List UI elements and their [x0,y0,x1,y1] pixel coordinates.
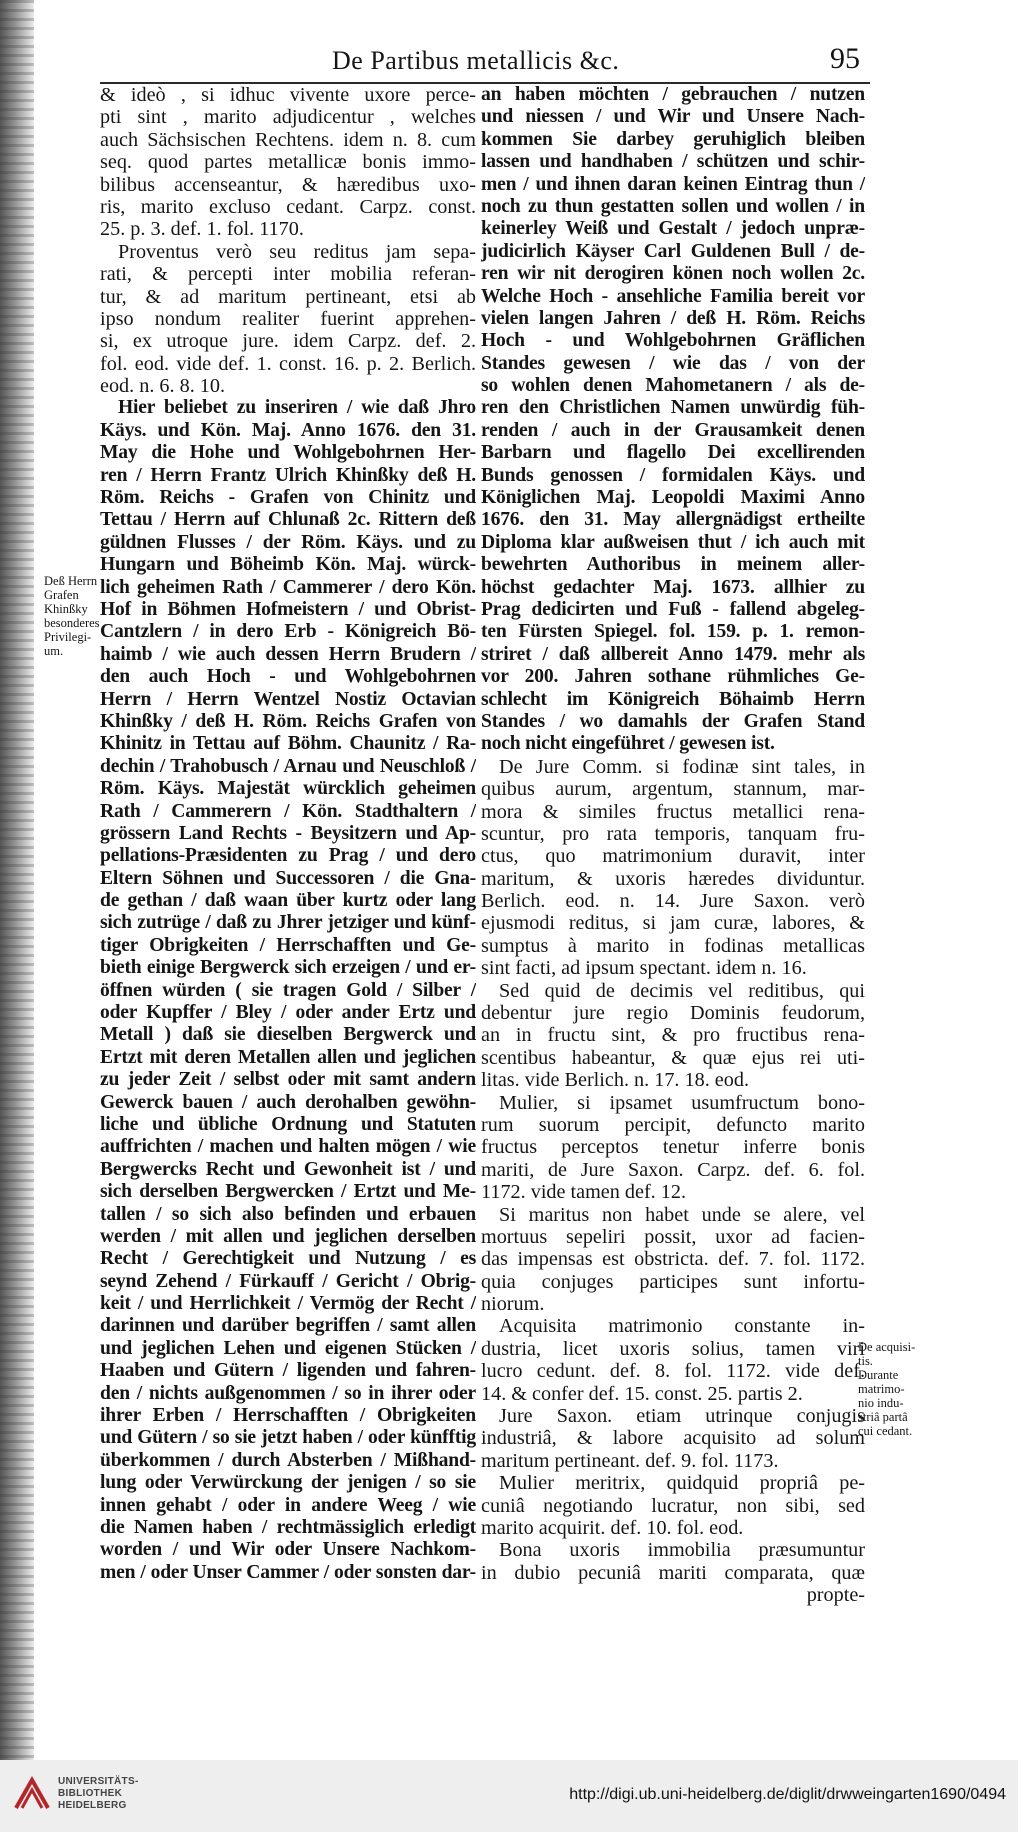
text-line: Ertzt mit deren Metallen allen und jeglichen [100,1046,476,1068]
margin-note-line: Deß Herrn [44,574,98,588]
text-line: quibus aurum, argentum, stannum, mar- [481,778,865,801]
text-line: seynd Zehend / Fürkauff / Gericht / Obrig- [100,1270,476,1292]
text-line: mortuus sepeliri possit, uxor ad facien- [481,1225,865,1248]
text-line: Barbarn und flagello Dei excellirenden [481,442,865,464]
text-line: Sed quid de decimis vel reditibus, qui [499,979,865,1002]
text-line: und Gütern / so sie jetzt haben / oder künfftig [100,1427,476,1449]
text-line: fol. eod. vide def. 1. const. 16. p. 2. Berlich. [100,352,476,375]
margin-note-line: De acquisi- [858,1340,916,1354]
text-line: quia conjuges participes sunt infortu- [481,1270,865,1293]
margin-note-line: Khinßky [44,602,88,616]
text-line: höchst gedachter Maj. 1673. allhier zu [481,576,865,598]
text-line: Mulier, si ipsamet usumfructum bono- [499,1091,865,1114]
text-line: Bergwercks Recht und Gewonheit ist / und [100,1158,476,1180]
text-line: innen gehabt / oder in andere Weeg / wie [100,1494,476,1516]
text-line: Si maritus non habet unde se alere, vel [499,1203,865,1226]
text-line: tur, & ad maritum pertineant, etsi ab [100,285,476,308]
text-line: noch nicht eingeführet / gewesen ist. [481,733,775,755]
text-line: 14. & confer def. 15. const. 25. partis 2. [481,1382,803,1405]
text-line: & ideò , si idhuc vivente uxore perce- [100,84,476,106]
text-line: dechin / Trahobusch / Arnau und Neuschloß / [100,755,476,777]
text-line: renden / auch in der Grausamkeit denen [481,419,865,441]
text-line: mora & similes fructus metallici rena- [481,800,865,823]
margin-note-line: um. [44,644,64,658]
margin-note-line: Privilegi- [44,630,92,644]
text-line: Khinitz in Tettau auf Böhm. Chaunitz / Ra- [100,733,476,755]
margin-note-line: tis. [858,1354,873,1368]
margin-note-line: cui cedant. [858,1424,913,1438]
text-line: men / oder Unser Cammer / oder sonsten dar- [100,1561,476,1583]
text-line: Acquisita matrimonio constante in- [499,1315,865,1338]
text-line: Hungarn und Böheimb Kön. Maj. würck- [100,554,476,576]
text-line: vielen langen Jahren / deß H. Röm. Reichs [481,307,865,329]
permalink-url[interactable]: http://digi.ub.uni-heidelberg.de/diglit/drwweingarten1690/0494 [569,1786,1006,1803]
text-line: tallen / so sich also befinden und erbauen [100,1203,476,1225]
text-line: Herrn / Herrn Wentzel Nostiz Octavian [100,688,476,710]
text-line: ctus, quo matrimonium duravit, inter [481,845,865,868]
text-line: dustria, licet uxoris solius, tamen viri [481,1337,865,1360]
margin-note-line: nio indu- [858,1396,904,1410]
text-line: bieth einige Bergwerck sich erzeigen / und er- [100,957,476,979]
text-line: Standes gewesen / wie das / von der [481,352,865,374]
text-line: vor 200. Jahren sothane rühmliches Ge- [481,666,865,688]
text-line: Berlich. eod. n. 14. Jure Saxon. verò [481,890,865,913]
text-line: de gethan / daß waan über kurtz oder lang [100,890,476,912]
text-line: Gewerck bauen / auch derohalben gewöhn- [100,1091,476,1113]
text-line: lucro cedunt. def. 8. fol. 1172. vide def. [481,1360,865,1383]
library-name [58,1776,139,1812]
text-line: die Namen haben / rechtmässiglich erledigt [100,1517,476,1538]
text-line: 1172. vide tamen def. 12. [481,1181,686,1204]
university-library-logo-icon [12,1774,52,1814]
text-line: ihrer Erben / Herrschafften / Obrigkeiten [100,1405,476,1427]
text-line: Röm. Reichs - Grafen von Chinitz und [100,487,476,509]
text-line: ren den Christlichen Namen unwürdig füh- [481,397,865,419]
text-line: eod. n. 6. 8. 10. [100,375,226,398]
text-line: Röm. Käys. Majestät würcklich geheimen [100,778,476,800]
text-line: ipso nondum realiter fuerint apprehen- [100,307,476,330]
margin-note-line: matrimo- [858,1382,905,1396]
text-line: zu jeder Zeit / selbst oder mit samt andern [100,1069,476,1091]
text-line: und jeglichen Lehen und eigenen Stücken / [100,1337,476,1359]
text-line: De Jure Comm. si fodinæ sint tales, in [499,755,865,778]
text-line: Jure Saxon. etiam utrinque conjugis [499,1405,865,1428]
text-line: Prag dedicirten und Fuß - fallend abgeleg- [481,598,865,620]
text-line: striret / daß allbereit Anno 1479. mehr als [481,643,865,665]
text-line: Hoch - und Wohlgebohrnen Gräflichen [481,330,865,352]
text-line: pellations-Præsidenten zu Prag / und dero [100,845,476,867]
viewer-footer [0,1760,1018,1832]
text-line: ren / Herrn Frantz Ulrich Khinßky deß H. [100,464,476,486]
text-line: Recht / Gerechtigkeit und Nutzung / es [100,1248,476,1270]
text-line: maritum, & uxoris hæredes dividuntur. [481,867,865,890]
margin-note-line: striâ partâ [858,1410,908,1424]
text-line: sint facti, ad ipsum spectant. idem n. 16. [481,957,807,980]
text-line: sumptus à marito in fodinas metallicas [481,934,865,957]
text-line: auch Sächsischen Rechtens. idem n. 8. cum [100,128,476,151]
text-line: May die Hohe und Wohlgebohrnen Her- [100,442,476,464]
margin-note-right [858,1340,1018,1438]
library-name-line: HEIDELBERG [58,1800,127,1811]
text-line: fructus perceptos tenetur inferre bonis [481,1136,865,1159]
text-line: darinnen und darüber begriffen / samt allen [100,1315,476,1337]
text-line: an haben möchten / gebrauchen / nutzen [481,84,865,105]
text-line: werden / mit allen und jeglichen derselben [100,1225,476,1247]
text-line: und niessen / und Wir und Unsere Nach- [481,106,865,128]
text-line: keinerley Weiß und Gestalt / jedoch unpræ- [481,218,865,240]
text-line: Proventus verò seu reditus jam sepa- [118,240,476,263]
text-line: Welche Hoch - ansehliche Familia bereit vor [481,285,865,307]
margin-note-line: besonderes [44,616,100,630]
text-line: scentibus habeantur, & quæ ejus rei uti- [481,1046,865,1069]
right-text-column [481,84,865,1607]
text-line: ten Fürsten Spiegel. fol. 159. p. 1. remon- [481,621,865,643]
text-line: Rath / Cammerern / Kön. Stadthaltern / [100,800,476,822]
text-line: liche und übliche Ordnung und Statuten [100,1113,476,1135]
text-line: litas. vide Berlich. n. 17. 18. eod. [481,1069,749,1092]
text-line: Tettau / Herrn auf Chlunaß 2c. Rittern deß [100,509,476,531]
text-line: 25. p. 3. def. 1. fol. 1170. [100,218,304,241]
text-line: noch zu thun gestatten sollen und wollen / in [481,195,865,217]
text-line: kommen Sie darbey geruhiglich bleiben [481,128,865,150]
text-line: den / nichts außgenommen / so in ihrer oder [100,1382,476,1404]
text-line: schlecht im Königreich Böhaimb Herrn [481,688,865,710]
text-line: niorum. [481,1293,545,1316]
margin-note-left [44,574,102,658]
text-line: scuntur, pro rata temporis, tanquam fru- [481,822,865,845]
text-line: tiger Obrigkeiten / Herrschafften und Ge- [100,934,476,956]
text-line: oder Kupffer / Bley / oder ander Ertz und [100,1002,476,1024]
text-line: überkommen / durch Absterben / Mißhand- [100,1449,476,1471]
margin-note-line: Grafen [44,588,79,602]
text-line: seq. quod partes metallicæ bonis immo- [100,151,476,174]
text-line: Khinßky / deß H. Röm. Reichs Grafen von [100,710,476,732]
text-line: men / und ihnen daran keinen Eintrag thun / [481,173,865,195]
text-line: Käys. und Kön. Maj. Anno 1676. den 31. [100,419,476,441]
text-line: lassen und handhaben / schützen und schir- [481,151,865,173]
text-line: bewehrten Authoribus in meinem aller- [481,554,865,576]
text-line: haimb / wie auch dessen Herrn Brudern / [100,643,476,665]
text-line: lung oder Verwürckung der jenigen / so sie [100,1472,476,1494]
text-line: Bunds genossen / formidalen Käys. und [481,464,865,486]
text-line: cuniâ negotiando lucratur, non sibi, sed [481,1494,865,1517]
text-line: mariti, de Jure Saxon. Carpz. def. 6. fol. [481,1158,865,1181]
text-line: güldnen Flusses / der Röm. Käys. und zu [100,531,476,553]
text-line: Hof in Böhmen Hofmeistern / und Obrist- [100,598,476,620]
text-line: 1676. den 31. May allergnädigst ertheilte [481,509,865,531]
text-line: rum suorum percipit, defuncto marito [481,1113,865,1136]
text-line: Metall ) daß sie dieselben Bergwerck und [100,1024,476,1046]
page-header [100,34,870,84]
text-line: Königlichen Maj. Leopoldi Maximi Anno [481,487,865,509]
book-binding-edge [0,0,34,1760]
text-line: Mulier meritrix, quidquid propriâ pe- [499,1472,865,1495]
text-line: marito acquirit. def. 10. fol. eod. [481,1517,744,1539]
left-text-column [100,84,476,1584]
text-line: bilibus accenseantur, & hæredibus uxo- [100,173,476,196]
text-line: sich derselben Bergwercken / Ertzt und Me- [100,1181,476,1203]
text-line: pti sint , marito adjudicentur , welches [100,106,476,129]
text-line: ris, marito excluso cedant. Carpz. const. [100,195,476,218]
text-line: si, ex utroque jure. idem Carpz. def. 2. [100,330,476,353]
library-name-line: BIBLIOTHEK [58,1788,123,1799]
text-line: judicirlich Käyser Carl Guldenen Bull / de- [481,240,865,262]
text-line: lich geheimen Rath / Cammerer / dero Kön. [100,576,476,598]
running-title: De Partibus metallicis &c. [332,46,620,75]
text-line: sich zutrüge / daß zu Jhrer jetziger und künf- [100,912,476,934]
text-line: Cantzlern / in dero Erb - Königreich Bö- [100,621,476,643]
text-line: ejusmodi reditus, si jam curæ, labores, & [481,912,865,935]
library-name-line: UNIVERSITÄTS- [58,1776,139,1787]
text-line: Standes / wo damahls der Grafen Stand [481,710,865,732]
page-number: 95 [830,42,860,75]
text-line: so wohlen denen Mahometanern / als de- [481,375,865,397]
text-line: in dubio pecuniâ mariti comparata, quæ [481,1561,865,1584]
text-line: Eltern Söhnen und Successoren / die Gna- [100,867,476,889]
text-line: das impensas est obstricta. def. 7. fol. 1172. [481,1248,865,1271]
text-line: keit / und Herrlichkeit / Vermög der Recht / [100,1293,476,1315]
margin-note-line: Durante [858,1368,899,1382]
text-line: industriâ, & labore acquisito ad solum [481,1427,865,1450]
text-line: öffnen würden ( sie tragen Gold / Silber / [100,979,476,1001]
text-line: maritum pertineant. def. 9. fol. 1173. [481,1449,779,1472]
text-line: Hier beliebet zu inseriren / wie daß Jhro [118,397,476,419]
text-line: an in fructu sint, & pro fructibus rena- [481,1024,865,1047]
text-line: grössern Land Rechts - Beysitzern und Ap- [100,822,476,844]
text-line: propte- [806,1584,865,1607]
text-line: ren wir nit derogiren könen noch wollen 2c. [481,263,865,285]
text-line: rati, & percepti inter mobilia referan- [100,263,476,286]
text-line: den auch Hoch - und Wohlgebohrnen [100,666,476,688]
text-line: Bona uxoris immobilia præsumuntur [499,1539,865,1562]
text-line: auffrichten / machen und halten mögen / wie [100,1136,476,1158]
text-line: Haaben und Gütern / ligenden und fahren- [100,1360,476,1382]
text-line: worden / und Wir oder Unsere Nachkom- [100,1539,476,1561]
text-line: Diploma klar außweisen thut / ich auch mit [481,531,865,553]
text-line: debentur jure regio Dominis feudorum, [481,1002,865,1025]
